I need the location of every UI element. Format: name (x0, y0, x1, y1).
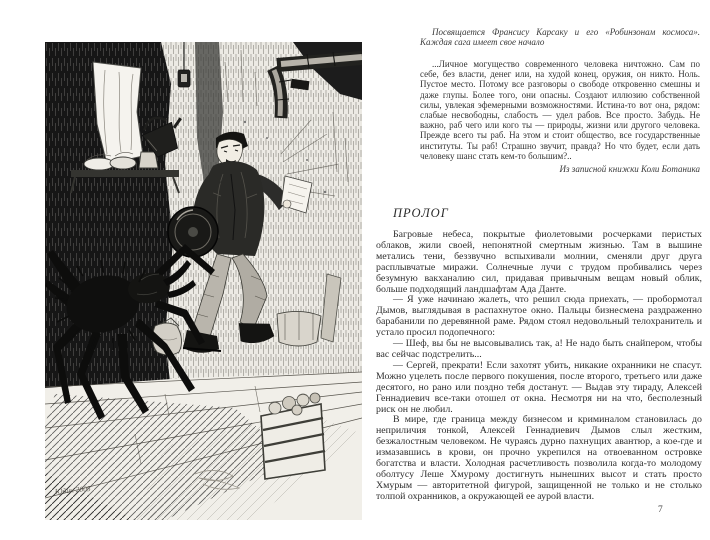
illustration-crate (261, 393, 325, 479)
epigraph-attribution: Из записной книжки Коли Ботаника (559, 164, 700, 175)
dedication: Посвящается Франсису Карсаку и его «Робинзонам космоса». Каждая сага имеет свое начало (420, 27, 700, 47)
paragraph: Багровые небеса, покрытые фиолетовыми росчерками перистых облаков, жили своей, непонятной смертным жизнью. Там в вышине метались тени, беззвучно вспыхивали молнии, сменяли друг друга расплывчатые миражи. Солнечные лучи с трудом пробивались через безумную вакханалию сил, придавая привычным вещам новый облик, больше подходящий ландшафтам Ада Данте. (376, 229, 702, 295)
epigraph: ...Личное могущество современного человека ничтожно. Сам по себе, без власти, денег или, на худой конец, оружия, он никто. Ноль. Пустое место. Потому все разговоры о свободе откровенно смешны и даже глупы. Более того, они опасны. Создают иллюзию собственной силы, увлекая эфемерными возможностями. Истина-то вот она, рядом: слабые несвободны, слабость — удел рабов. Все просто. Забудь. Не важно, раб чего или кого ты — природы, жизни или другого человека. Прежде всего ты раб. На этом и стоит общество, все государственные институты. Ты раб! Страшно звучит, правда? Но что будет, если дать человеку шанс стать кем-то большим?.. (420, 59, 700, 161)
paragraph: В мире, где граница между бизнесом и криминалом становилась до неприличия тонкой, Алексей Геннадиевич Дымов слыл жестким, безжалостным человеком. Не чураясь дурно пахнущих авантюр, а кое-где и измазавшись в крови, он прочно укрепился на отвоеванном островке богатства и власти. Холодная расчетливость позволила когда-то молодому оболтусу Леше Хмурому достигнуть нынешних высот и стать просто Хмурым — авторитетной фигурой, защищенной не только и не столько толпой охранников, а окружающей ее аурой власти. (376, 414, 702, 502)
illustration (45, 42, 362, 520)
illustration-signature: Юдин 2005 (54, 483, 91, 496)
left-page (45, 42, 362, 520)
page-number: 7 (658, 505, 663, 515)
paragraph: — Сергей, прекрати! Если захотят убить, никакие охранники не спасут. Можно уцелеть после первого покушения, после второго, третьего или даже десятого, но рано или поздно тебя достанут. — Выдав эту тираду, Алексей Геннадиевич все-таки отошел от окна. Несмотря ни на что, бесполезный риск он не любил. (376, 359, 702, 415)
prologue-text (376, 230, 702, 503)
paragraph: — Я уже начинаю жалеть, что решил сюда приехать, — пробормотал Дымов, выглядывая в распахнутое окно. Пальцы бизнесмена раздраженно барабанили по деревянной раме. Рядом стоял недовольный телохранитель и устало просил подопечного: (376, 294, 702, 339)
paragraph: — Шеф, вы бы не высовывались так, а! Не надо быть снайпером, чтобы вас сейчас подстрелить... (376, 338, 702, 360)
right-page (376, 25, 702, 503)
chapter-heading: ПРОЛОГ (393, 206, 449, 221)
illustration-pot-lid (168, 207, 218, 257)
